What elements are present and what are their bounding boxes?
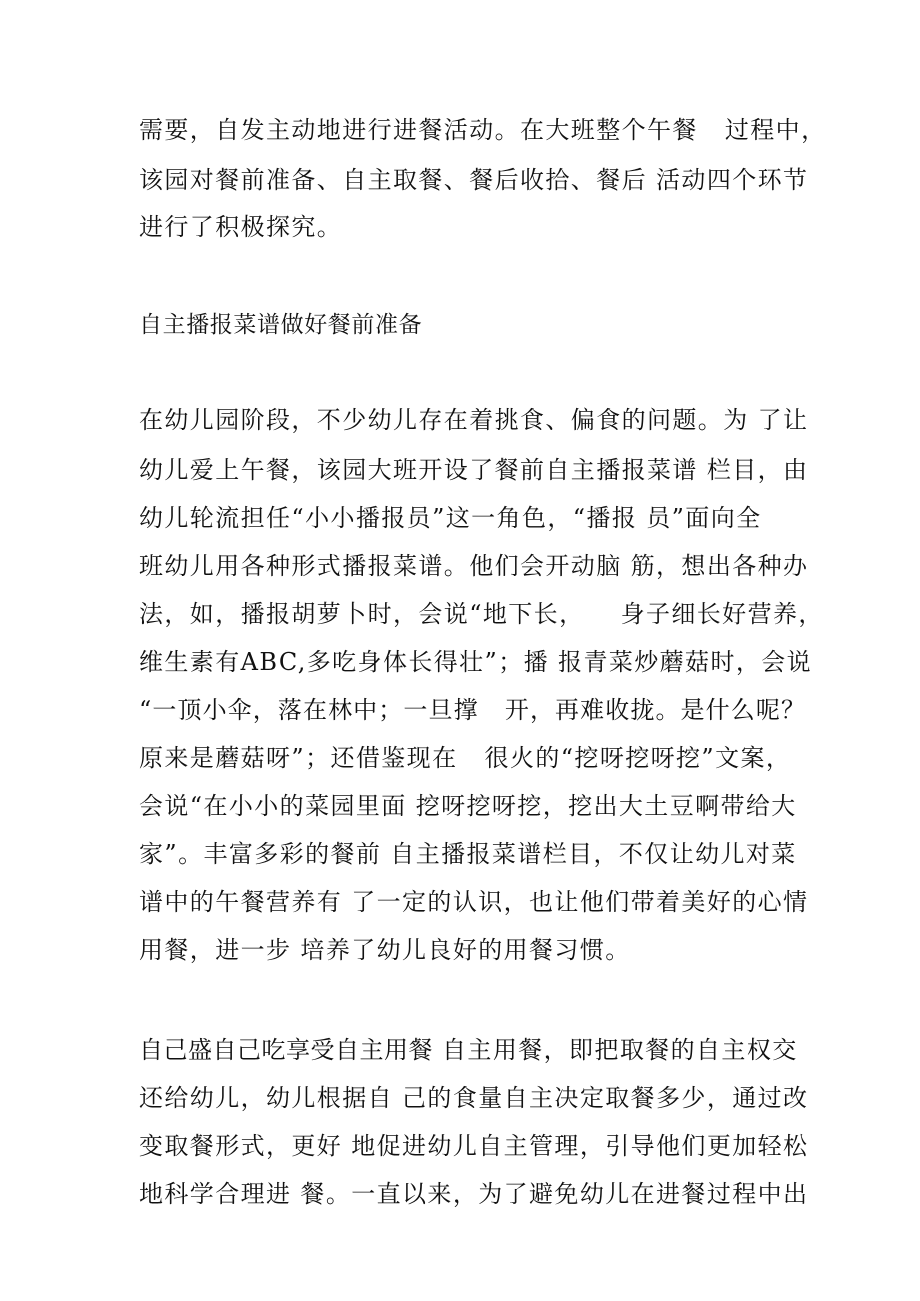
intro-line-1: 需要，自发主动地进行进餐活动。在大班整个午餐 过程中，: [139, 116, 827, 144]
section-1-line-1: 在幼儿园阶段，不少幼儿存在着挑食、偏食的问题。为 了让: [139, 406, 809, 434]
section-1-line-7: “一顶小伞，落在林中；一旦撑 开，再难收拢。是什么呢？: [139, 696, 807, 724]
section-1-line-10: 家”。丰富多彩的餐前 自主播报菜谱栏目，不仅让幼儿对菜: [139, 840, 797, 868]
section-2-line-3: 变取餐形式，更好 地促进幼儿自主管理，引导他们更加轻松: [139, 1132, 809, 1160]
section-1-line-8: 原来是蘑菇呀”；还借鉴现在 很火的“挖呀挖呀挖”文案，: [139, 744, 792, 772]
section-2-line-4: 地科学合理进 餐。一直以来，为了避免幼儿在进餐过程中出: [139, 1180, 809, 1208]
section-1-line-3: 幼儿轮流担任“小小播报员”这一角色，“播报 员”面向全: [139, 504, 762, 532]
section-1-heading: 自主播报菜谱做好餐前准备: [139, 312, 423, 338]
section-2-line-2: 还给幼儿，幼儿根据自 己的食量自主决定取餐多少，通过改: [139, 1084, 809, 1112]
section-1-line-9: 会说“在小小的菜园里面 挖呀挖呀挖，挖出大土豆啊带给大: [139, 792, 797, 820]
section-2-first-line: [139, 1035, 798, 1065]
section-1-line-2: 幼儿爱上午餐，该园大班开设了餐前自主播报菜谱 栏目，由: [139, 456, 809, 484]
section-2-heading: 自己盛自己吃享受自主用餐: [139, 1036, 433, 1064]
intro-line-2: 该园对餐前准备、自主取餐、餐后收拾、餐后 活动四个环节: [139, 166, 809, 194]
intro-line-3: 进行了积极探究。: [139, 213, 343, 241]
section-1-line-11: 谱中的午餐营养有 了一定的认识，也让他们带着美好的心情: [139, 888, 809, 916]
section-2-line-1-rest: 自主用餐，即把取餐的自主权交: [433, 1036, 798, 1064]
section-1-line-12: 用餐，进一步 培养了幼儿良好的用餐习惯。: [139, 936, 631, 964]
section-1-line-4: 班幼儿用各种形式播报菜谱。他们会开动脑 筋，想出各种办: [139, 552, 809, 580]
section-1-line-5: 法，如，播报胡萝卜时，会说“地下长， 身子细长好营养，: [139, 600, 824, 628]
section-1-line-6: 维生素有ABC,多吃身体长得壮”；播 报青菜炒蘑菇时，会说: [139, 648, 813, 676]
